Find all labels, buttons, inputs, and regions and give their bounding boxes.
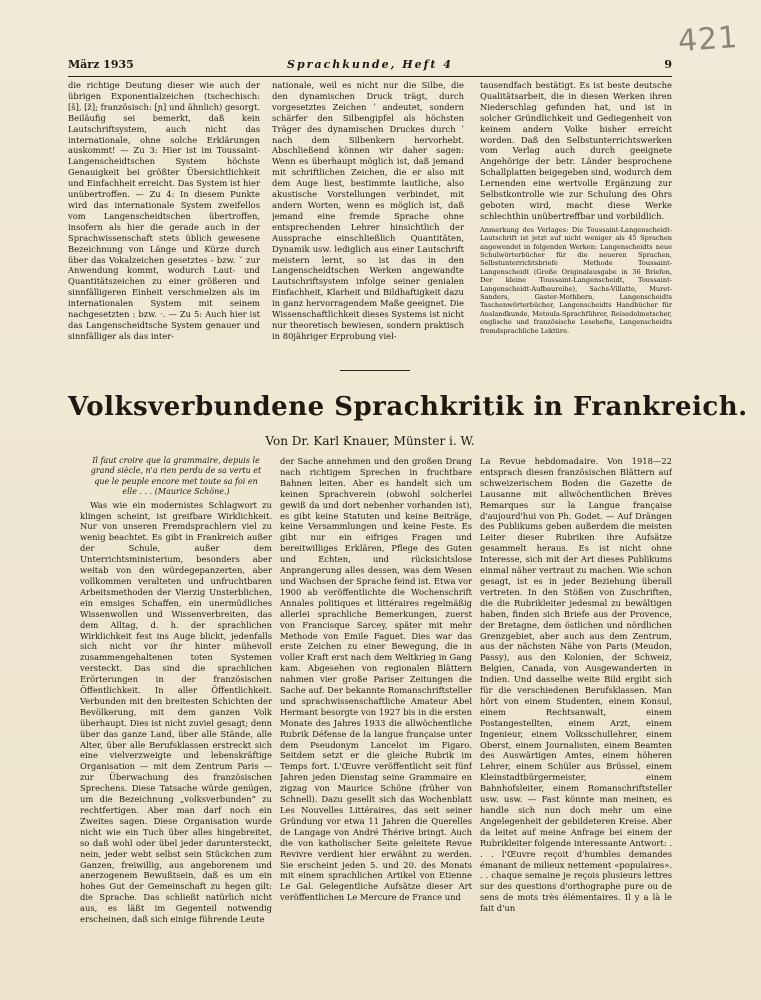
article-byline: Von Dr. Karl Knauer, Münster i. W.: [265, 434, 475, 448]
handwritten-page-number: 421: [676, 19, 740, 60]
article-column-3-text: La Revue hebdomadaire. Von 1918—22 entsprach diesen französischen Blättern auf schweizerischem Boden die Gazette de Lausanne mit allwöchentlichen Brèves Remarques sur la Langue française d'aujourd'hui von Ph. Godet. — Auf Drängen des Publikums geben außerdem die meisten Leiter dieser Rubriken ihre Aufsätze gesammelt heraus. Es ist nicht ohne Interesse, sich mit der Art dieses Publikums einmal näher vertraut zu machen. Wie schon gesagt, ist es in jeder Beziehung überall vertreten. In den Stößen von Zuschriften, die die Rubrikleiter jedesmal zu bewältigen haben, finden sich Briefe aus der Provence, der Bretagne, dem östlichen und nördlichen Grenzgebiet, aber auch aus dem Zentrum, aus der nächsten Nähe von Paris (Meudon, Passy), aus den Kolonien, der Schweiz, Belgien, Canada, von Ausgewanderten in Indien. Und dasselbe weite Bild ergibt sich für die verschiedenen Berufsklassen. Man hört von einem Studenten, einem Konsul, einem Rechtsanwalt, einem Postangestellten, einem Arzt, einem Ingenieur, einem Volksschullehrer, einem Oberst, einem Journalisten, einem Beamten des Auswärtigen Amtes, einem höheren Lehrer, einem Schüler aus Brüssel, einem Kleinstadtbürgermeister, einem Bahnhofsleiter, einem Romanschriftsteller usw. usw. — Fast könnte man meinen, es handle sich nun doch mehr um eine Angelegenheit der gebildeteren Kreise. Aber da leitet auf meine Anfrage bei einem der Rubrikleiter folgende interessante Antwort: . . . l'Œuvre reçoit d'humbles demandes émanant de milieux nettement «populaires». . . chaque semaine je reçois plusieurs lettres sur des questions d'orthographe pure ou de sens de mots très élémentaires. Il y a là le fait d'un: [480, 456, 672, 914]
top-column-3: [480, 80, 672, 370]
epigraph-text: Il faut croire que la grammaire, depuis le grand siècle, n'a rien perdu de sa vertu et que le peuple encore met toute sa foi en elle . . .: [90, 456, 262, 497]
section-divider: [340, 370, 410, 371]
article-column-3: [480, 456, 672, 964]
article-column-2-text: der Sache annehmen und den großen Drang nach richtigem Sprechen in fruchtbare Bahnen leiten. Aber es handelt sich um keinen Sprachverein (obwohl solcherlei gewiß da und dort nebenher vorhanden ist), es gibt keine Statuten und keine Beiträge, keine Versammlungen und keine Feste. Es gibt nur ein eifriges Fragen und bereitwilliges Erklären, Pflege des Guten und Echten, und rücksichtslose Anprangerung alles dessen, was dem Wesen und Wachsen der Sprache feind ist. Etwa vor 1900 ab veröffentlichte die Wochenschrift Annales politiques et littéraires regelmäßig allerlei sprachliche Bemerkungen, zuerst von Francisque Sarcey, später mit mehr Methode von Emile Faguet. Dies war das erste Zeichen zu einer Bewegung, die in voller Kraft erst nach dem Weltkrieg in Gang kam. Abgesehen von regionalen Blättern nahmen vier große Pariser Zeitungen die Sache auf. Der bekannte Romanschriftsteller und sprachwissenschaftliche Amateur Abel Hermant besorgte von 1927 bis in die ersten Monate des Jahres 1933 die allwöchentliche Rubrik Défense de la langue française unter dem Pseudonym Lancelot im Figaro. Seitdem setzt er die gleiche Rubrik im Temps fort. L'Œuvre veröffentlicht seit fünf Jahren jeden Dienstag seine Grammaire en zigzag von Maurice Schöne (früher von Schnell). Dazu gesellt sich das Wochenblatt Les Nouvelles Littéraires, das seit seiner Gründung vor etwa 11 Jahren die Querelles de Langage von André Thérive bringt. Auch die von katholischer Seite geleitete Revue Revivre verdient hier erwähnt zu werden. Sie erscheint jeden 5. und 20. des Monats mit einem sprachlichen Artikel von Etienne Le Gal. Gelegentliche Aufsätze dieser Art veröffentlichen Le Mercure de France und: [280, 456, 472, 903]
article-title: Volksverbundene Sprachkritik in Frankreich.: [68, 392, 748, 422]
top-column-1: [68, 80, 260, 370]
article-column-1-text: Was wie ein modernistes Schlagwort zu klingen scheint, ist greifbare Wirklichkeit. Nur von unseren Fremdsprachlern viel zu wenig beachtet. Es gibt in Frankreich außer der Schule, außer dem Unterrichtsministerium, besonders aber weitab von den würdegepanzerten, aber vollkommen veralteten und unfruchtbaren Arbeitsmethoden der Vierzig Unsterblichen, ein emsiges Schaffen, ein unermüdliches Wissenwollen und Wissenverbreiten, das dem Alltag, d. h. der sprachlichen Wirklichkeit fest ins Auge blickt, jedenfalls sich nicht vor ihr hinter mühevoll zusammengehaltenen toten Systemen versteckt. Das sind die sprachlichen Erörterungen in der französischen Öffentlichkeit. In aller Öffentlichkeit. Verbunden mit den breitesten Schichten der Bevölkerung, mit dem ganzen Volk überhaupt. Dies ist nicht zuviel gesagt; denn über das ganze Land, über alle Stände, alle Alter, über alle Berufsklassen erstreckt sich eine vielverzweigte und lebenskräftige Organisation — mit dem Zentrum Paris — zur Überwachung des französischen Sprechens. Diese Tatsache würde genügen, um die Bezeichnung „volksverbunden“ zu rechtfertigen. Aber man darf noch ein Zweites sagen. Diese Organisation wurde nicht wie ein Tuch über alles hingebreitet, so daß wohl oder übel jeder daruntersteckt, nein, jeder webt selbst sein Stückchen zum Ganzen, freiwillig, aus angeborenem und anerzogenem Bewußtsein, daß es um ein hohes Gut der Gemeinschaft zu hegen gilt: die Sprache. Das schließt natürlich nicht aus, es läßt im Gegenteil notwendig erscheinen, daß sich einige führende Leute: [80, 499, 272, 925]
top-column-3-text: tausendfach bestätigt. Es ist beste deutsche Qualitätsarbeit, die in diesen Werken ihren Niederschlag gefunden hat, und ist in solcher Gründlichkeit und Gediegenheit von keinem andern Volke bisher erreicht worden. Daß den Selbstunterrichtswerken vom Verlag auch durch geeignete Angehörige der betr. Länder besprochene Schallplatten beigegeben sind, wodurch dem Lernenden eine wertvolle Ergänzung zur Selbstkontrolle wie zur Schulung des Ohrs geboten wird, macht diese Werke schlechthin unübertreffbar und vorbildlich.: [480, 80, 672, 221]
article-column-2: [280, 456, 472, 964]
header-page-number: 9: [664, 58, 672, 71]
epigraph-attribution: (Maurice Schöne.): [154, 487, 230, 497]
header-date: März 1935: [68, 58, 134, 71]
header-rule: [68, 76, 672, 77]
top-column-2: [272, 80, 464, 370]
article-column-1: [80, 456, 272, 964]
top-column-2-text: nationale, weil es nicht nur die Silbe, die den dynamischen Druck trägt, durch vorgesetztes Zeichen ʹ andeutet, sondern schärfer den Silbengipfel als höchsten Träger des dynamischen Druckes durch ʹ nach dem Silbenkern hervorhebt. Abschließend können wir daher sagen: Wenn es überhaupt möglich ist, daß jemand mit schriftlichen Zeichen, die er also mit dem Auge liest, bestimmte lautliche, also akustische Vorstellungen verbindet, mit andern Worten, wenn es möglich ist, daß jemand eine fremde Sprache ohne entsprechenden Lehrer hinsichtlich der Aussprache einschließlich Quantitäten, Dynamik usw. lediglich aus einer Lautschrift meistern lernt, so ist das in den Langenscheidtschen Werken angewandte Lautschriftsystem infolge seiner genialen Einfachheit, Klarheit und Bildhaftigkeit dazu in ganz hervorragendem Maße geeignet. Die Wissenschaftlichkeit dieses Systems ist nicht nur theoretisch bewiesen, sondern praktisch in 80jähriger Erprobung viel-: [272, 80, 464, 341]
article-epigraph: [86, 456, 266, 498]
page-header: [68, 54, 672, 74]
header-journal: Sprachkunde, Heft 4: [287, 58, 453, 71]
top-column-1-text: die richtige Deutung dieser wie auch der übrigen Exponentialzeichen (tschechisch: [š], [ž]; französisch: [ɲ] und ähnlich) gesorgt. Beiläufig sei bemerkt, daß kein Lautschriftsystem, auch nicht das internationale, ohne solche Erklärungen auskommt! — Zu 3: Hier ist im Toussaint-Langenscheidtschen System höchste Genauigkeit bei größter Übersichtlichkeit und Einfachheit erreicht. Das System ist hier unübertroffen. — Zu 4: In diesem Punkte wird das internationale System zweifellos vom Langenscheidtschen übertroffen, insofern als hier die gerade auch in der Sprachwissenschaft stets üblich gewesene Bezeichnung von Länge und Kürze durch über das Vokalzeichen gesetztes - bzw. ˘ zur Anwendung kommt, wodurch Laut- und Quantitätszeichen zu einer größeren und sinnfälligeren Einheit verschmelzen als im internationalen System mit seinem nachgesetzten : bzw. ˑ. — Zu 5: Auch hier ist das Langenscheidtsche System genauer und sinnfälliger als das inter-: [68, 80, 260, 341]
publisher-note: Anmerkung des Verlages: Die Toussaint-Langenscheidt-Lautschrift ist jetzt auf nicht weniger als 45 Sprachen angewendet in folgenden Werken: Langenscheidts neue Schulwörterbücher für die neueren Sprachen, Selbstunterrichtsbriefe Methode Toussaint-Langenscheidt (Große Originalausgabe in 36 Briefen, Der kleine Toussaint-Langenscheidt, Toussaint-Langenscheidt-Aufbaureihe), Sachs-Villatte, Muret-Sanders, Gaster-Mothbern, Langenscheidts Taschenwörterbücher, Langenscheidts Handbücher für Auslandkunde, Metoula-Sprachführer, Reisedolmetscher, englische und französische Lesehefte, Langenscheidts fremdsprachliche Lektüre.: [480, 225, 672, 335]
